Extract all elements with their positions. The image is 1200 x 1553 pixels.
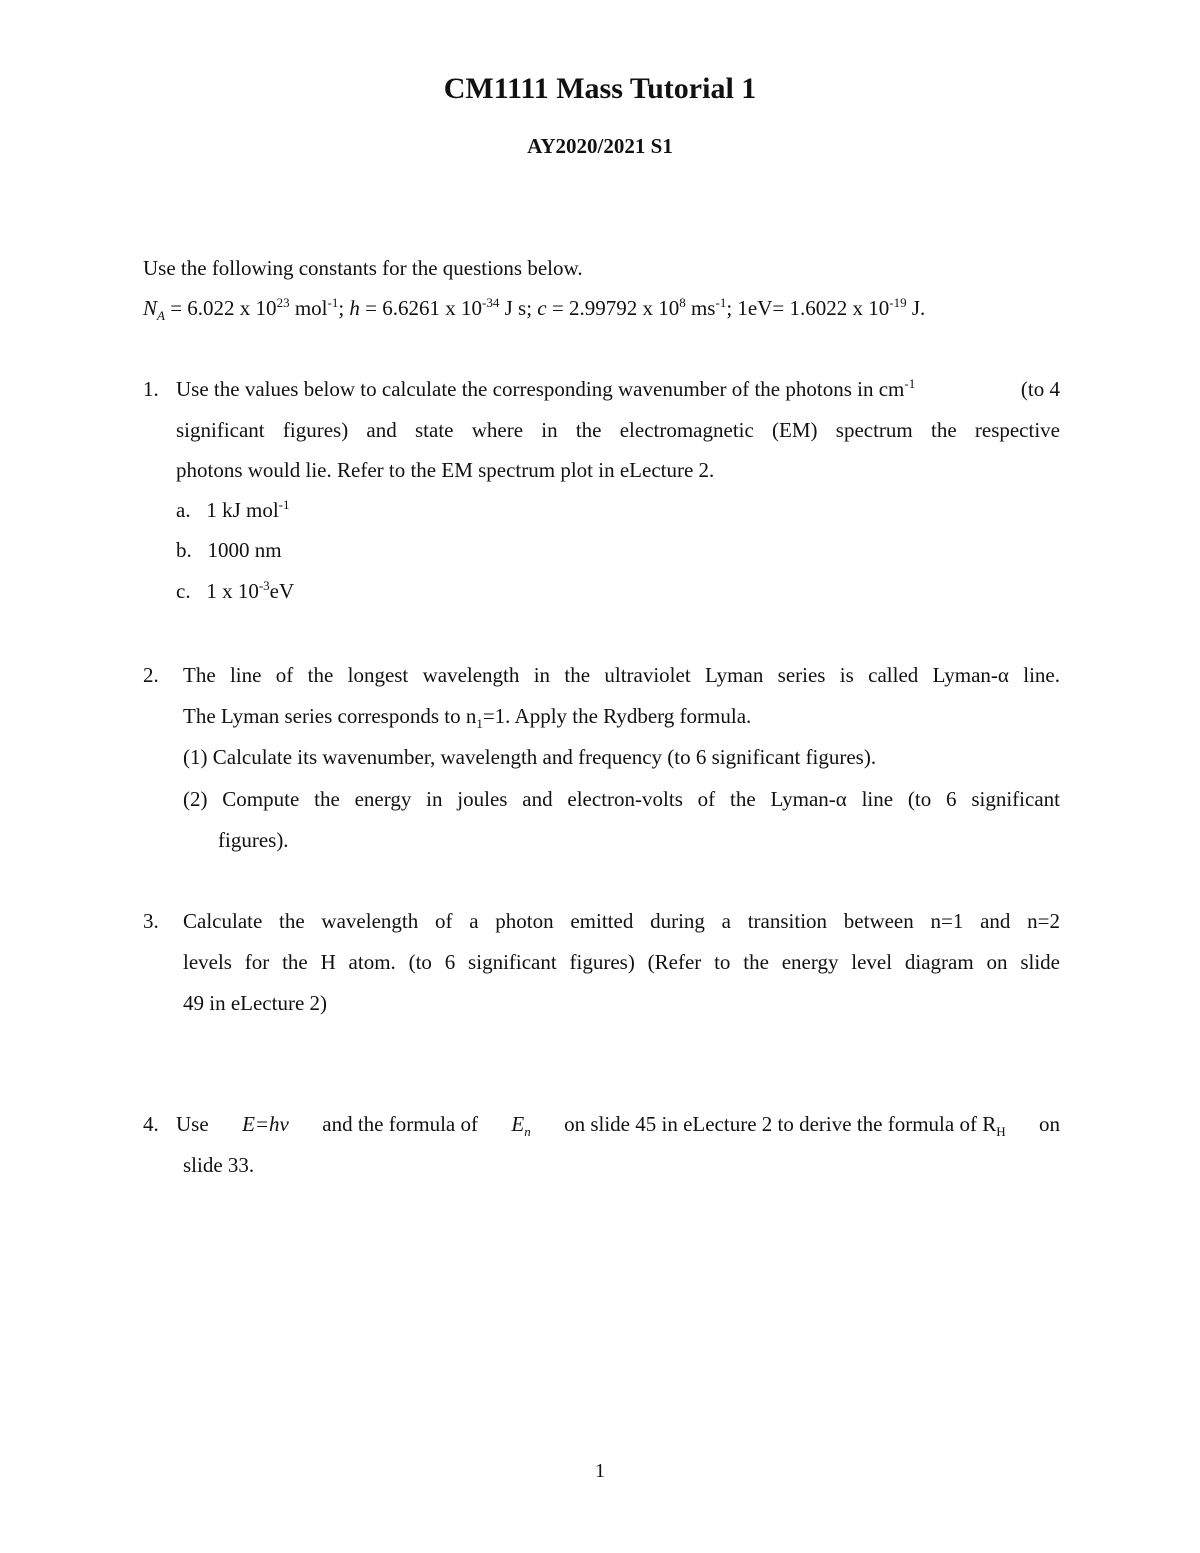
na-unit: mol <box>294 296 328 320</box>
c-value: = 2.99792 x 10 <box>551 296 680 320</box>
q1-item-a-text: 1 kJ mol <box>206 498 279 522</box>
page-title: CM1111 Mass Tutorial 1 <box>443 72 757 105</box>
c-exponent: 8 <box>679 295 686 310</box>
q2-line2-text: The Lyman series corresponds to n <box>183 704 477 728</box>
q1-line1-tail: (to 4 <box>1020 377 1060 401</box>
na-symbol: N <box>143 296 158 320</box>
q2-part1: (1) Calculate its wavenumber, wavelength and frequency (to 6 significant figures). <box>183 745 877 769</box>
q1-number: 1. <box>143 377 159 401</box>
q4-number: 4. <box>143 1112 159 1136</box>
c-unit: ms <box>690 296 716 320</box>
q1-item-a-exponent: -1 <box>278 497 290 512</box>
q2-line2 <box>183 704 752 732</box>
q4-rest: on slide 45 in eLecture 2 to derive the formula of R <box>564 1112 997 1136</box>
c-symbol: c <box>537 296 547 320</box>
q1-line1 <box>176 377 1060 402</box>
q2-number: 2. <box>143 663 159 687</box>
q4-use: Use <box>176 1112 209 1136</box>
q3-line1: Calculate the wavelength of a photon emitted during a transition between n=1 and n=2 <box>183 909 1060 933</box>
q1-line3: photons would lie. Refer to the EM spectrum plot in eLecture 2. <box>176 458 715 482</box>
q1-item-c-unit: eV <box>269 579 295 603</box>
q4-line2: slide 33. <box>183 1153 255 1177</box>
q2-line2-subscript: 1 <box>476 716 483 732</box>
q2-part2-line2: figures). <box>218 828 289 852</box>
q4-line1 <box>176 1112 1060 1140</box>
q2-part2-line1: (2) Compute the energy in joules and electron-volts of the Lyman-α line (to 6 significant <box>183 787 1060 811</box>
q2-line2-tail: =1. Apply the Rydberg formula. <box>482 704 752 728</box>
q4-en-subscript: n <box>524 1124 531 1140</box>
q3-number: 3. <box>143 909 159 933</box>
q3-line2: levels for the H atom. (to 6 significant figures) (Refer to the energy level diagram on slide <box>183 950 1060 974</box>
na-subscript: A <box>157 308 165 324</box>
na-exponent: 23 <box>276 295 290 310</box>
h-exponent: -34 <box>482 295 500 310</box>
c-unit-exponent: -1 <box>715 295 727 310</box>
q1-item-a <box>176 498 290 523</box>
q1-item-b <box>176 538 282 563</box>
q4-and-formula: and the formula of <box>322 1112 478 1136</box>
q4-rh-subscript: H <box>996 1124 1006 1140</box>
q1-line1-exponent: -1 <box>904 376 916 391</box>
ev-unit: J. <box>911 296 926 320</box>
q4-on: on <box>1039 1112 1060 1136</box>
q1-item-c-text: 1 x 10 <box>206 579 259 603</box>
h-symbol: h <box>349 296 360 320</box>
na-unit-exponent: -1 <box>327 295 339 310</box>
q1-item-c-exponent: -3 <box>258 578 270 593</box>
h-unit: J s; <box>504 296 533 320</box>
q4-ehv: E=hν <box>242 1112 289 1136</box>
q1-item-b-text: 1000 nm <box>207 538 282 562</box>
q3-line3: 49 in eLecture 2) <box>183 991 328 1015</box>
q1-line2: significant figures) and state where in the electromagnetic (EM) spectrum the respective <box>176 418 1060 442</box>
page-subtitle: AY2020/2021 S1 <box>527 134 673 158</box>
q1-item-a-label: a. <box>176 498 191 522</box>
q1-item-b-label: b. <box>176 538 192 562</box>
q1-item-c <box>176 579 294 604</box>
q1-item-c-label: c. <box>176 579 191 603</box>
q1-line1-text: Use the values below to calculate the corresponding wavenumber of the photons in cm <box>176 377 905 401</box>
q4-en: E <box>511 1112 525 1136</box>
na-value: = 6.022 x 10 <box>170 296 277 320</box>
ev-value: 1eV= 1.6022 x 10 <box>737 296 890 320</box>
q2-line1: The line of the longest wavelength in the ultraviolet Lyman series is called Lyman-α line. <box>183 663 1060 687</box>
constants-line: $N_A = 6.022$ x $10^{23}$ mol$^{-1}$; h = 6.6261 x $10^{-34}$ J s; c = 2.99792 x $10^8$ $ms^{-1}$; 1eV= 1.6022 x $10^{-19}$ J. <box>143 295 926 324</box>
page-number: 1 <box>595 1460 605 1482</box>
constants-intro: Use the following constants for the questions below. <box>143 256 583 280</box>
h-value: = 6.6261 x 10 <box>365 296 483 320</box>
ev-exponent: -19 <box>889 295 907 310</box>
